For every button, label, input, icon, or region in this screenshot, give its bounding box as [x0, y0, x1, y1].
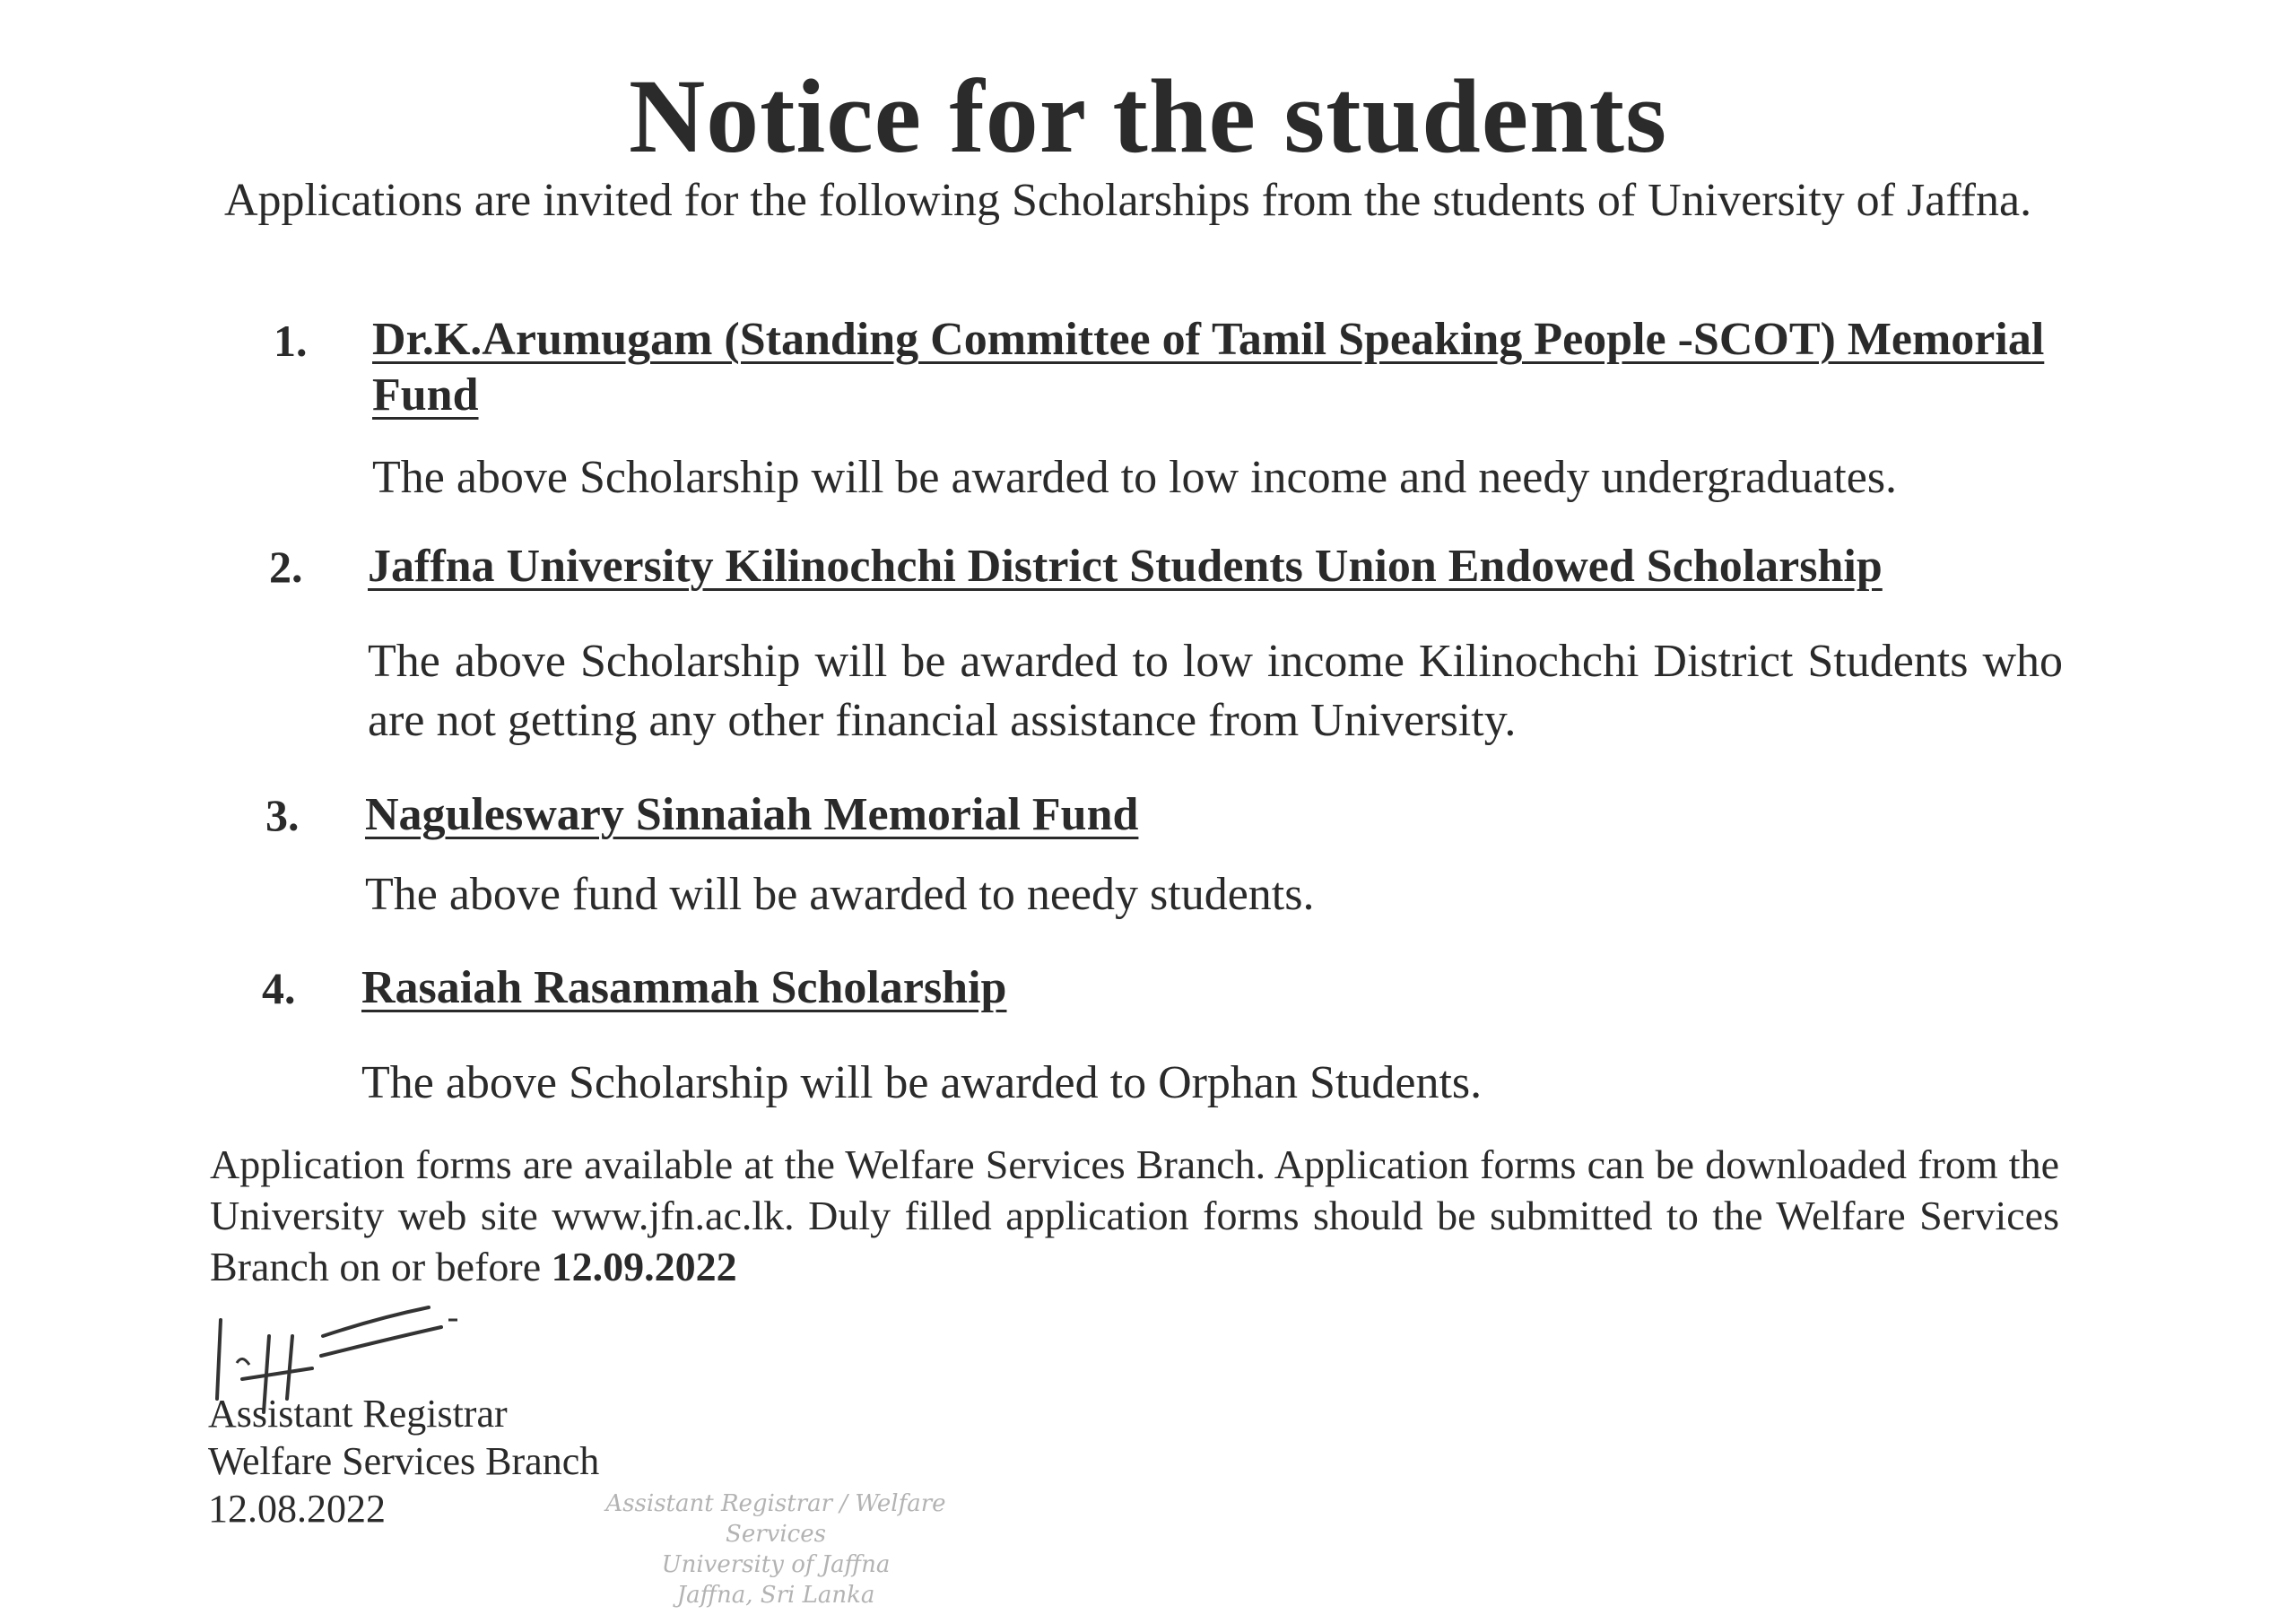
signatory-block [208, 1390, 599, 1532]
instructions-text: Application forms are available at the Welfare Services Branch. Application forms can be downloaded from the University web site www.jfn.ac.lk. Duly filled application forms should be submitted to the Welfare Services Branch on or before [210, 1141, 2059, 1289]
stamp-line: Assistant Registrar / Welfare Services [605, 1490, 946, 1548]
signatory-designation: Assistant Registrar [208, 1392, 508, 1436]
deadline-date: 12.09.2022 [551, 1244, 737, 1289]
official-stamp [565, 1488, 987, 1610]
signatory-date: 12.08.2022 [208, 1487, 386, 1531]
item-number: 1. [274, 316, 308, 366]
item-heading: Jaffna University Kilinochchi District Students Union Endowed Scholarship [368, 541, 1883, 592]
item-description: The above Scholarship will be awarded to low income and needy undergraduates. [372, 452, 1898, 503]
stamp-line: Jaffna, Sri Lanka [676, 1582, 875, 1609]
page-title: Notice for the students [628, 57, 1668, 175]
stamp-line: University of Jaffna [661, 1551, 891, 1578]
intro-paragraph: Applications are invited for the following Scholarships from the students of University of Jaffna. [224, 175, 2032, 226]
item-number: 4. [262, 963, 296, 1013]
item-heading: Dr.K.Arumugam (Standing Committee of Tamil Speaking People -SCOT) Memorial Fund [372, 314, 2045, 421]
item-heading: Naguleswary Sinnaiah Memorial Fund [365, 789, 1139, 840]
item-number: 2. [269, 542, 303, 592]
item-heading: Rasaiah Rasammah Scholarship [361, 962, 1007, 1013]
item-number: 3. [265, 790, 300, 840]
item-description: The above fund will be awarded to needy students. [365, 869, 1315, 920]
item-description: The above Scholarship will be awarded to low income Kilinochchi District Students who are not getting any other financial assistance from University. [368, 636, 2063, 746]
signatory-branch: Welfare Services Branch [208, 1439, 600, 1483]
application-instructions [210, 1139, 2059, 1292]
item-description: The above Scholarship will be awarded to Orphan Students. [361, 1057, 1483, 1108]
